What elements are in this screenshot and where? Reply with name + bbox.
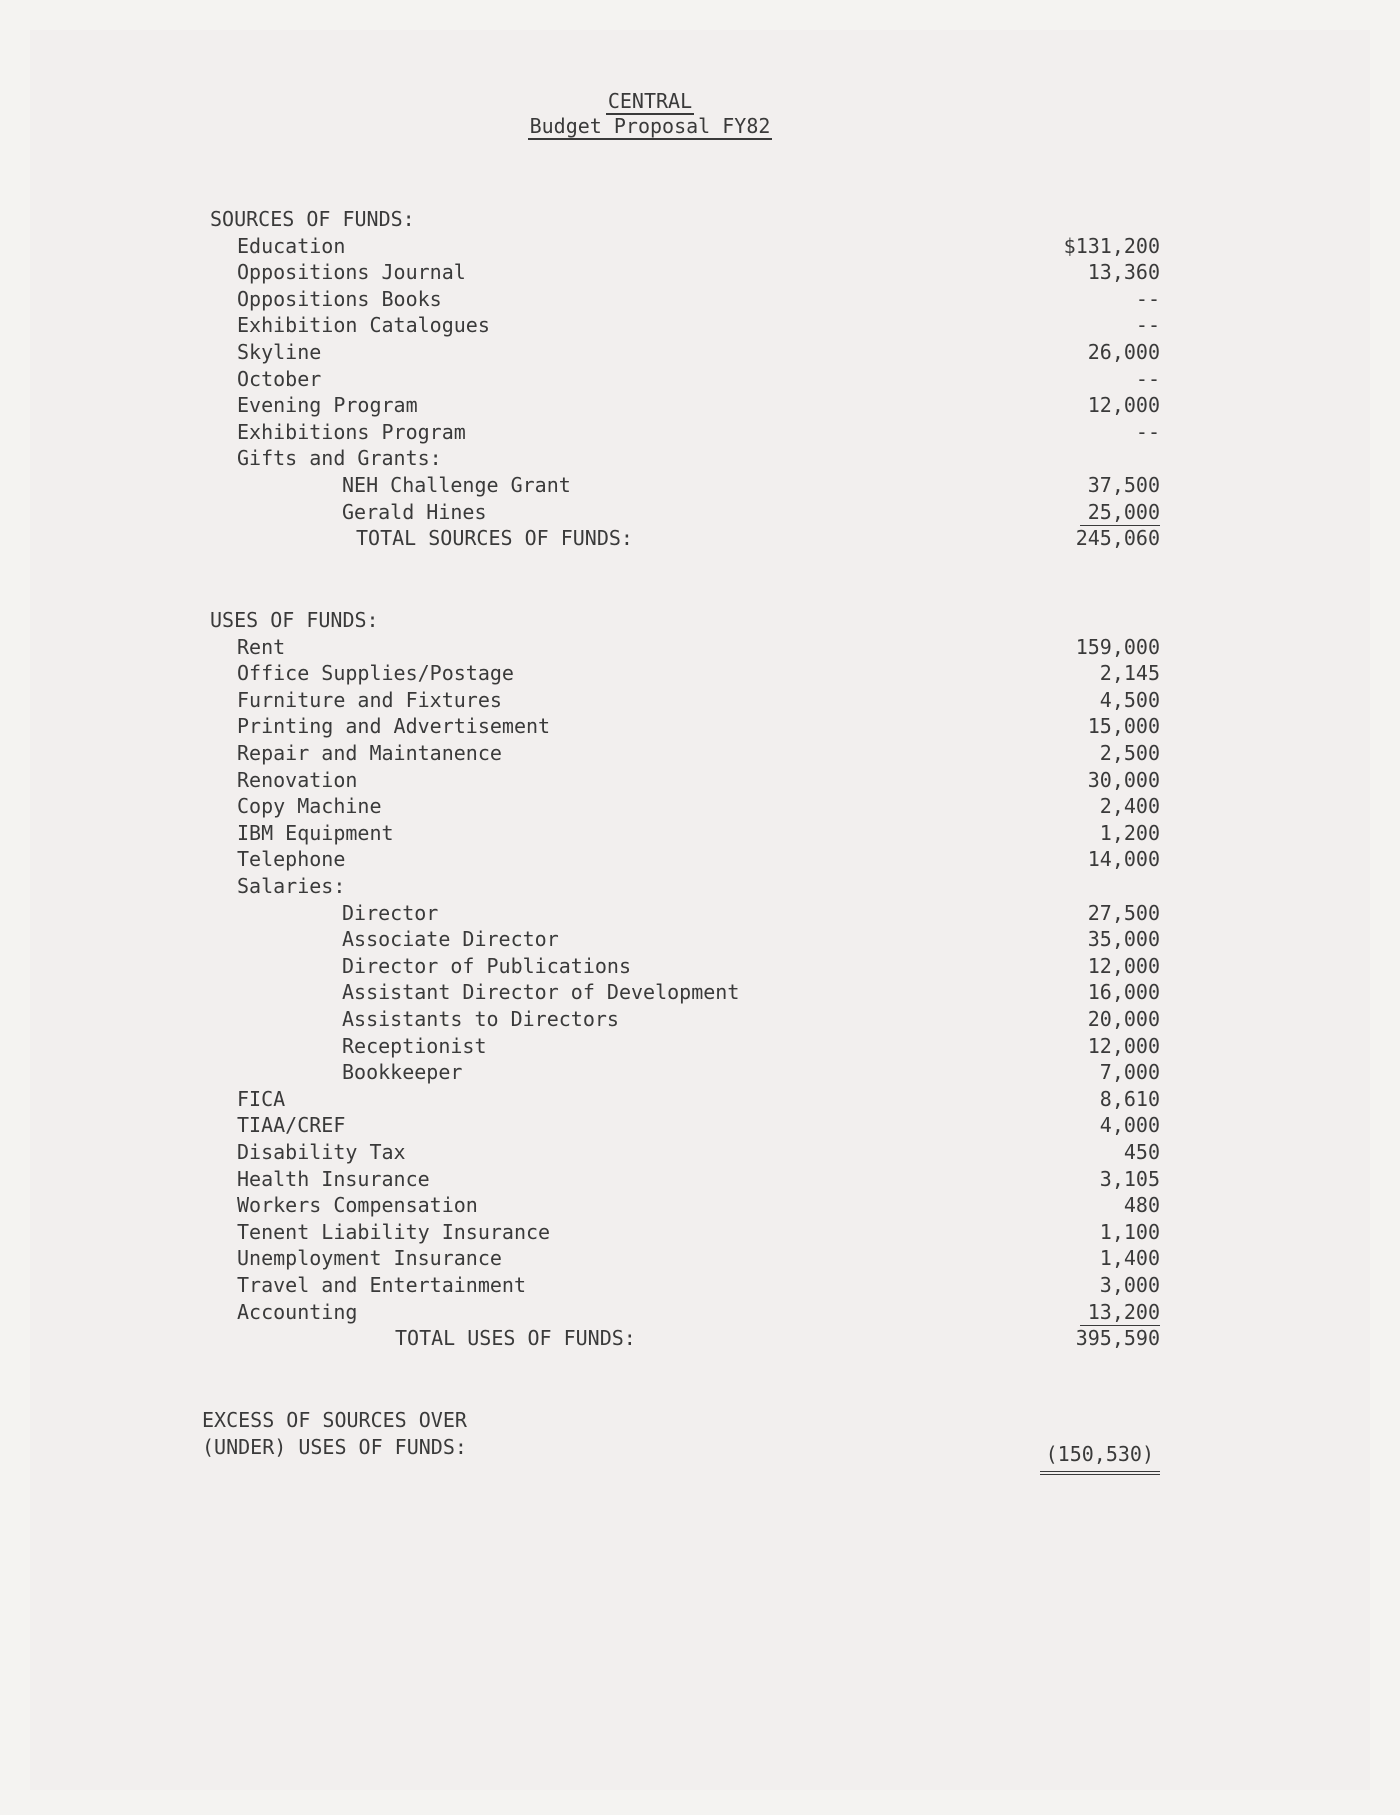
salary-item (0, 1033, 1400, 1060)
use-item-amount: 1,400 (1099, 1246, 1160, 1271)
grant-item-amount: 37,500 (1087, 473, 1160, 497)
salary-item (0, 1006, 1400, 1033)
uses-total-label: TOTAL USES OF FUNDS: (395, 1326, 636, 1351)
use-item (0, 1139, 1400, 1166)
sources-total-amount: 245,060 (1075, 526, 1160, 551)
use-item-amount: 2,500 (1099, 741, 1160, 765)
salary-item (0, 900, 1400, 927)
use-item-amount: 30,000 (1087, 767, 1160, 792)
use-item (0, 1112, 1400, 1139)
uses-total-amount: 395,590 (1075, 1326, 1160, 1351)
use-item-amount: 2,400 (1099, 794, 1160, 819)
use-item (0, 1166, 1400, 1193)
use-item-amount: 13,200 (1080, 1299, 1160, 1327)
source-item-label: Oppositions Journal (237, 260, 466, 285)
excess-amount (0, 1441, 1400, 1468)
use-item (0, 634, 1400, 661)
uses-heading-label: USES OF FUNDS: (210, 608, 379, 632)
salary-item-amount: 16,000 (1087, 980, 1160, 1005)
use-item (0, 1299, 1400, 1326)
use-item-label: Furniture and Fixtures (237, 687, 502, 712)
sources-heading (0, 206, 1400, 233)
use-item (0, 820, 1400, 847)
source-item-amount: 13,360 (1087, 260, 1160, 285)
source-item (0, 233, 1400, 260)
use-item-label: Salaries: (237, 874, 346, 898)
source-item-label: October (237, 366, 322, 391)
source-item-amount: $131,200 (1063, 233, 1160, 258)
use-item-amount: 1,100 (1099, 1219, 1160, 1244)
source-item (0, 286, 1400, 313)
use-item (0, 767, 1400, 794)
grant-item-label: NEH Challenge Grant (342, 473, 571, 497)
use-item-label: IBM Equipment (237, 820, 394, 845)
source-item-label: Evening Program (237, 393, 418, 418)
salary-item-label: Assistants to Directors (342, 1007, 619, 1031)
use-item-label: Travel and Entertainment (237, 1273, 526, 1297)
use-item-label: Rent (237, 634, 286, 659)
salary-item (0, 926, 1400, 953)
salary-item-amount: 7,000 (1099, 1060, 1160, 1085)
use-item-label: Renovation (237, 767, 358, 792)
source-item-label: Exhibitions Program (237, 419, 466, 444)
salary-item-amount: 12,000 (1087, 953, 1160, 978)
salary-item-label: Director of Publications (342, 953, 631, 978)
use-item (0, 1219, 1400, 1246)
use-item-amount: 480 (1123, 1193, 1160, 1218)
use-item-amount: 159,000 (1075, 634, 1160, 659)
salary-item-label: Receptionist (342, 1033, 487, 1058)
source-item-label: Skyline (237, 340, 322, 364)
source-item-label: Gifts and Grants: (237, 446, 442, 471)
source-item (0, 259, 1400, 286)
use-item-amount: 3,105 (1099, 1166, 1160, 1191)
uses-total (0, 1325, 1400, 1352)
use-item (0, 873, 1400, 900)
use-item-amount: 450 (1123, 1140, 1160, 1164)
use-item-label: Health Insurance (237, 1166, 430, 1191)
use-item-label: Tenent Liability Insurance (237, 1219, 551, 1244)
sources-heading-label: SOURCES OF FUNDS: (210, 207, 415, 231)
source-item (0, 445, 1400, 472)
grant-item-amount: 25,000 (1080, 499, 1160, 527)
use-item-label: TIAA/CREF (237, 1113, 346, 1138)
source-item-amount: -- (1135, 366, 1160, 391)
title-central: CENTRAL (607, 89, 693, 113)
sources-total-label: TOTAL SOURCES OF FUNDS: (356, 526, 633, 551)
use-item (0, 713, 1400, 740)
salary-item-label: Director (342, 900, 439, 925)
source-item-amount: -- (1135, 419, 1160, 444)
use-item (0, 1272, 1400, 1299)
salary-item-amount: 27,500 (1087, 900, 1160, 925)
grant-item (0, 472, 1400, 499)
use-item-label: Workers Compensation (237, 1193, 478, 1218)
source-item (0, 392, 1400, 419)
source-item (0, 419, 1400, 446)
use-item (0, 846, 1400, 873)
source-item-label: Exhibition Catalogues (237, 313, 490, 338)
grant-item (0, 499, 1400, 526)
use-item-amount: 14,000 (1087, 847, 1160, 872)
source-item (0, 366, 1400, 393)
use-item (0, 740, 1400, 767)
source-item-label: Education (237, 233, 346, 258)
source-item-label: Oppositions Books (237, 286, 442, 311)
source-item-amount: -- (1135, 286, 1160, 311)
source-item-amount: 26,000 (1087, 340, 1160, 364)
excess-line1-label: EXCESS OF SOURCES OVER (202, 1408, 467, 1432)
excess-line2-label: (UNDER) USES OF FUNDS: (202, 1435, 467, 1459)
use-item (0, 660, 1400, 687)
sources-total (0, 525, 1400, 552)
use-item (0, 1192, 1400, 1219)
use-item-label: Printing and Advertisement (237, 714, 551, 739)
salary-item (0, 979, 1400, 1006)
salary-item (0, 1059, 1400, 1086)
salary-item-amount: 20,000 (1087, 1007, 1160, 1031)
use-item-amount: 4,500 (1099, 687, 1160, 712)
source-item (0, 339, 1400, 366)
use-item-label: Accounting (237, 1299, 358, 1324)
use-item (0, 1086, 1400, 1113)
use-item-label: Copy Machine (237, 794, 382, 819)
use-item-amount: 4,000 (1099, 1113, 1160, 1138)
salary-item-label: Bookkeeper (342, 1060, 463, 1085)
use-item-amount: 8,610 (1099, 1086, 1160, 1111)
use-item-label: FICA (237, 1086, 286, 1111)
uses-heading (0, 607, 1400, 634)
salary-item-amount: 35,000 (1087, 927, 1160, 952)
salary-item-label: Associate Director (342, 927, 559, 952)
title-budget-proposal: Budget Proposal FY82 (529, 114, 771, 138)
use-item-amount: 3,000 (1099, 1273, 1160, 1297)
use-item-amount: 15,000 (1087, 714, 1160, 739)
use-item-amount: 1,200 (1099, 820, 1160, 845)
excess-amount-amount: (150,530) (1040, 1441, 1160, 1475)
use-item-amount: 2,145 (1099, 661, 1160, 686)
use-item-label: Telephone (237, 847, 346, 872)
use-item (0, 793, 1400, 820)
grant-item-label: Gerald Hines (342, 499, 487, 524)
use-item-label: Unemployment Insurance (237, 1246, 502, 1271)
use-item-label: Office Supplies/Postage (237, 661, 514, 686)
excess-line1 (0, 1407, 1400, 1434)
source-item (0, 312, 1400, 339)
use-item (0, 687, 1400, 714)
source-item-amount: -- (1135, 313, 1160, 338)
use-item-label: Repair and Maintanence (237, 741, 502, 765)
use-item-label: Disability Tax (237, 1140, 406, 1164)
salary-item-amount: 12,000 (1087, 1033, 1160, 1058)
salary-item-label: Assistant Director of Development (342, 980, 740, 1005)
salary-item (0, 953, 1400, 980)
source-item-amount: 12,000 (1087, 393, 1160, 418)
use-item (0, 1245, 1400, 1272)
